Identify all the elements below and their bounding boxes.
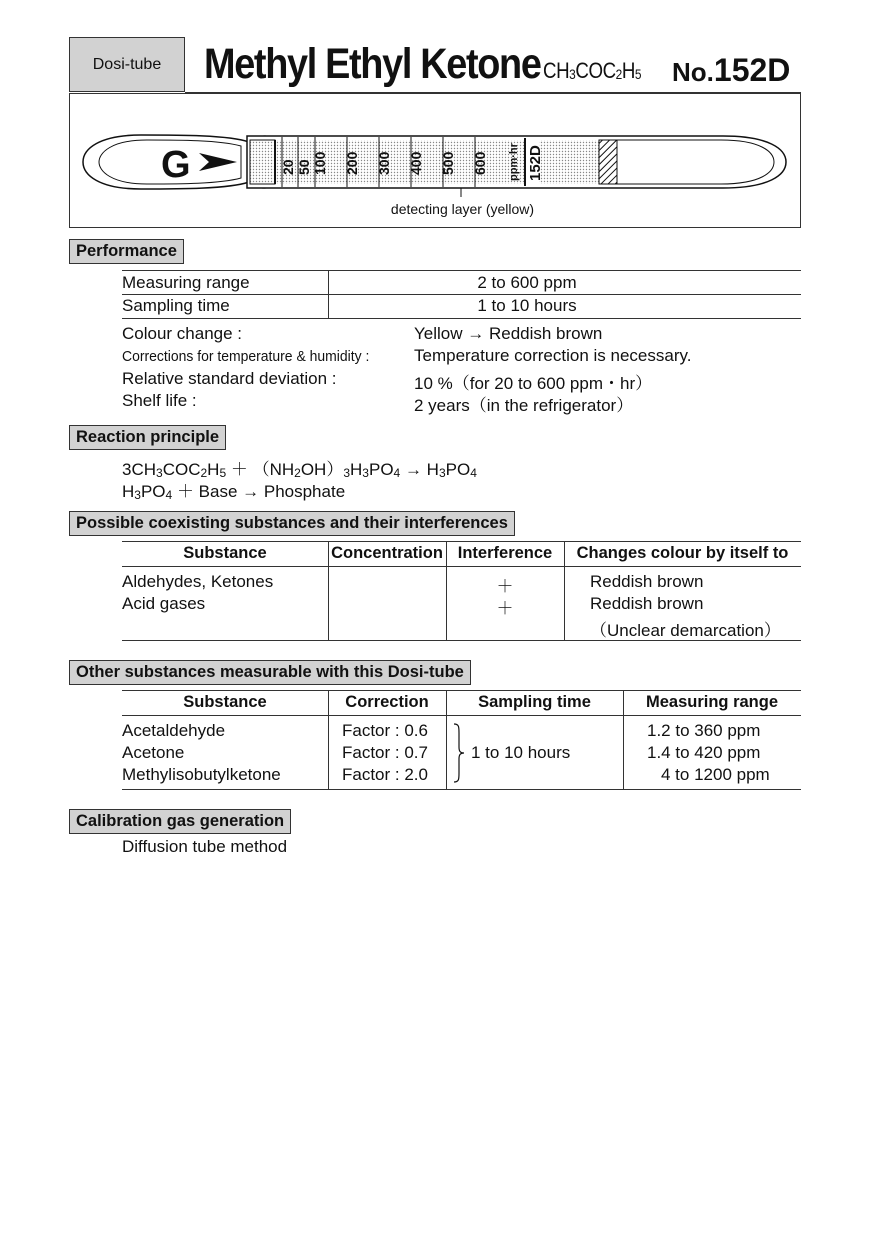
table-cell-range: 4 to 1200 ppm: [661, 765, 770, 784]
tube-code-label: 152D: [527, 145, 544, 181]
table-cell-correction: Factor : 0.6: [342, 721, 428, 740]
coexisting-heading: Possible coexisting substances and their interferences: [69, 511, 515, 536]
scale-label-600: 600: [472, 151, 488, 175]
sampling-time-value: 1 to 10 hours: [477, 296, 577, 315]
column-header-correction: Correction: [345, 693, 429, 711]
reaction-equation-2: $H_3PO_4$ ＋ Base → Phosphate: [122, 482, 346, 502]
table-cell-colour: Reddish brown: [590, 594, 704, 613]
gastec-logo: G: [161, 144, 191, 186]
shelf-life-label: Shelf life :: [122, 391, 197, 410]
reaction-equation-1: $3CH_3COC_2H_5 + (NH_2OH)_3H_3PO_4 \to H_3PO_4$: [122, 460, 477, 480]
column-header-sampling-time: Sampling time: [478, 693, 591, 711]
table-cell-correction: Factor : 0.7: [342, 743, 428, 762]
column-header-measuring-range: Measuring range: [645, 693, 779, 711]
reaction-heading: Reaction principle: [69, 425, 226, 450]
scale-label-500: 500: [440, 151, 456, 175]
scale-unit-label: ppm·hr: [508, 143, 520, 181]
table-cell-note: （Unclear demarcation）: [590, 621, 781, 640]
table-rule: [122, 789, 801, 790]
column-header-interference: Interference: [457, 544, 553, 562]
corrections-label: Corrections for temperature & humidity :: [122, 348, 370, 365]
brace-icon: [452, 723, 466, 783]
scale-label-200: 200: [344, 151, 360, 175]
table-rule: [122, 541, 801, 542]
measuring-range-label: Measuring range: [122, 273, 250, 292]
corrections-value: Temperature correction is necessary.: [414, 346, 692, 365]
scale-label-300: 300: [376, 151, 392, 175]
table-rule: [122, 318, 801, 319]
table-cell-interference: ＋: [496, 599, 514, 618]
calibration-method: Diffusion tube method: [122, 837, 288, 856]
table-rule: [122, 566, 801, 567]
table-cell-interference: ＋: [496, 577, 514, 596]
table-cell-substance: Acetaldehyde: [122, 721, 226, 740]
table-cell-correction: Factor : 2.0: [342, 765, 428, 784]
sampling-time-label: Sampling time: [122, 296, 230, 315]
other-substances-heading: Other substances measurable with this Dosi-tube: [69, 660, 471, 685]
detecting-layer-label: detecting layer (yellow): [390, 201, 535, 217]
scale-label-100: 100: [312, 151, 328, 175]
column-header-substance: Substance: [183, 544, 267, 562]
table-cell-range: 1.2 to 360 ppm: [647, 721, 761, 740]
calibration-heading: Calibration gas generation: [69, 809, 291, 834]
table-cell-substance: Acetone: [122, 743, 185, 762]
colour-change-value: Yellow → Reddish brown: [414, 324, 603, 343]
table-rule: [122, 690, 801, 691]
table-rule: [122, 294, 801, 295]
column-header-concentration: Concentration: [331, 544, 443, 562]
measuring-range-value: 2 to 600 ppm: [477, 273, 577, 292]
product-type-badge: Dosi-tube: [69, 37, 185, 92]
column-header-substance: Substance: [183, 693, 267, 711]
table-cell-range: 1.4 to 420 ppm: [647, 743, 761, 762]
table-rule: [122, 270, 801, 271]
table-rule: [122, 715, 801, 716]
performance-heading: Performance: [69, 239, 184, 264]
model-number: No.152D: [672, 52, 791, 88]
table-cell-substance: Acid gases: [122, 594, 206, 613]
chemical-formula: $CH_3COC_2H_5$: [543, 58, 642, 83]
table-cell-substance: Aldehydes, Ketones: [122, 572, 274, 591]
page-title: Methyl Ethyl Ketone: [204, 40, 541, 88]
colour-change-label: Colour change :: [122, 324, 243, 343]
shelf-life-value: 2 years（in the refrigerator）: [414, 396, 634, 415]
scale-label-400: 400: [408, 151, 424, 175]
scale-label-20: 20: [280, 159, 296, 175]
rsd-label: Relative standard deviation :: [122, 369, 337, 388]
scale-label-50: 50: [296, 159, 312, 175]
table-cell-colour: Reddish brown: [590, 572, 704, 591]
table-cell-sampling-time: 1 to 10 hours: [471, 743, 571, 762]
table-cell-substance: Methylisobutylketone: [122, 765, 281, 784]
rsd-value: 10 %（for 20 to 600 ppm・hr）: [414, 374, 653, 393]
column-header-colour-change: Changes colour by itself to: [576, 544, 789, 562]
